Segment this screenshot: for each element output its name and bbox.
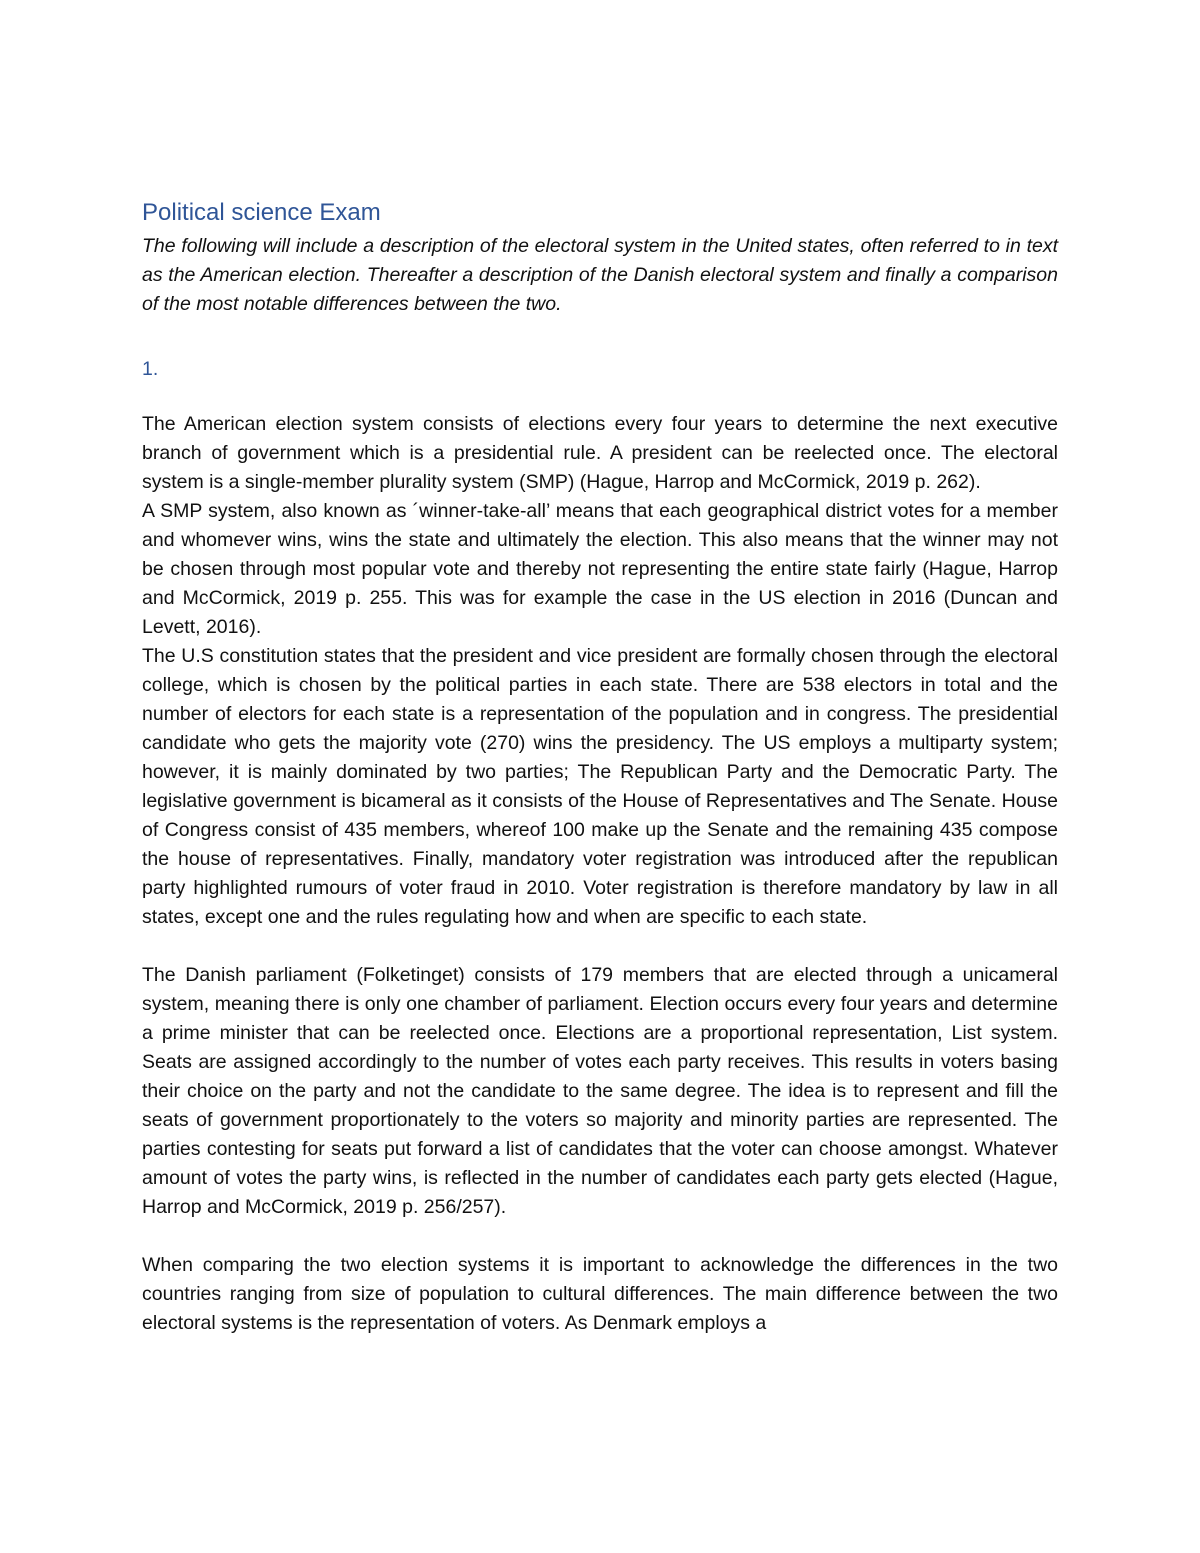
paragraph-smp-system: A SMP system, also known as ´winner-take-all’ means that each geographical district votes for a member and whomever wins, wins the state and ultimately the election. This also means that the winner may not be chosen through most popular vote and thereby not representing the entire state fairly (Hague, Harrop and McCormick, 2019 p. 255. This was for example the case in the US election in 2016 (Duncan and Levett, 2016). [142,500,1058,638]
paragraph-danish-parliament: The Danish parliament (Folketinget) consists of 179 members that are elected through a unicameral system, meaning there is only one chamber of parliament. Election occurs every four years and determine a prime minister that can be reelected once. Elections are a proportional representation, List system. Seats are assigned accordingly to the number of votes each party receives. This results in voters basing their choice on the party and not the candidate to the same degree. The idea is to represent and fill the seats of government proportionately to the voters so majority and minority parties are represented. The parties contesting for seats put forward a list of candidates that the voter can choose amongst. Whatever amount of votes the party wins, is reflected in the number of candidates each party gets elected (Hague, Harrop and McCormick, 2019 p. 256/257). [142,964,1058,1218]
document-page [142,196,1058,1338]
american-election-section [142,410,1058,932]
paragraph-comparison: When comparing the two election systems it is important to acknowledge the differences in the two countries ranging from size of population to cultural differences. The main difference between the two electoral systems is the representation of voters. As Denmark employs a [142,1254,1058,1334]
paragraph-us-overview: The American election system consists of elections every four years to determine the next executive branch of government which is a presidential rule. A president can be reelected once. The electoral system is a single-member plurality system (SMP) (Hague, Harrop and McCormick, 2019 p. 262). [142,413,1058,493]
section-number: 1. [142,358,159,380]
intro-paragraph: The following will include a description of the electoral system in the United states, often referred to in text as the American election. Thereafter a description of the Danish electoral system and finally a comparison of the most notable differences between the two. [142,235,1058,315]
document-title: Political science Exam [142,199,381,226]
paragraph-electoral-college: The U.S constitution states that the president and vice president are formally chosen through the electoral college, which is chosen by the political parties in each state. There are 538 electors in total and the number of electors for each state is a representation of the population and in congress. The presidential candidate who gets the majority vote (270) wins the presidency. The US employs a multiparty system; however, it is mainly dominated by two parties; The Republican Party and the Democratic Party. The legislative government is bicameral as it consists of the House of Representatives and The Senate. House of Congress consist of 435 members, whereof 100 make up the Senate and the remaining 435 compose the house of representatives. Finally, mandatory voter registration was introduced after the republican party highlighted rumours of voter fraud in 2010. Voter registration is therefore mandatory by law in all states, except one and the rules regulating how and when are specific to each state. [142,645,1058,928]
